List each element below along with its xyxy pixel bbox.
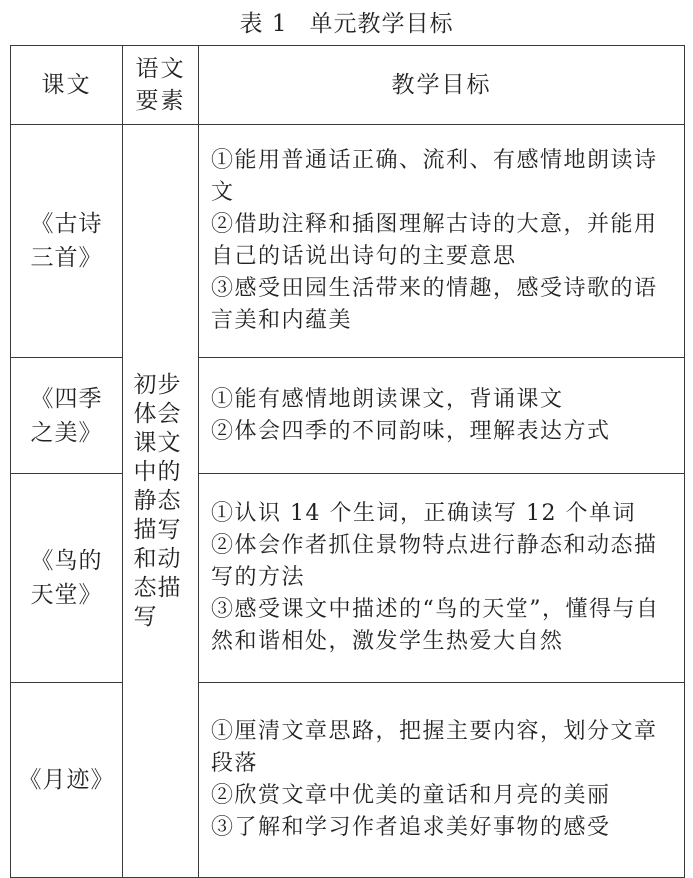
- language-element-text: 初步体会课文中的静态描写和动态描写: [133, 371, 182, 630]
- goals-cell: [199, 125, 685, 358]
- lesson-cell: [11, 125, 123, 358]
- lesson-title-line1: 《四季: [30, 385, 103, 412]
- goal-item: ②借助注释和插图理解古诗的大意，并能用自己的话说出诗句的主要意思: [211, 212, 658, 269]
- header-language-element: [123, 46, 199, 125]
- goals-cell: [199, 358, 685, 474]
- goal-item: ③感受课文中描述的“鸟的天堂”，懂得与自然和谐相处，激发学生热爱大自然: [211, 597, 660, 654]
- teaching-goals-table: [10, 45, 685, 878]
- table-header-row: [11, 46, 685, 125]
- language-element-cell: [123, 125, 199, 878]
- header-language-element-line2: 要素: [135, 88, 186, 114]
- goal-item: ①能有感情地朗读课文，背诵课文: [211, 386, 564, 412]
- lesson-title-line2: 三首》: [30, 245, 103, 271]
- table-number: 表 1: [239, 11, 288, 37]
- goal-item: ①能用普通话正确、流利、有感情地朗读诗文: [211, 148, 658, 205]
- goal-item: ③感受田园生活带来的情趣，感受诗歌的语言美和内蕴美: [211, 276, 658, 333]
- table-row: [11, 474, 685, 683]
- goal-item: ③了解和学习作者追求美好事物的感受: [211, 815, 611, 840]
- lesson-title-line2: 天堂》: [30, 582, 103, 608]
- lesson-cell: [11, 683, 123, 878]
- goal-item: ②欣赏文章中优美的童话和月亮的美丽: [211, 783, 611, 808]
- header-lesson: 课文: [11, 46, 123, 125]
- goals-cell: [199, 683, 685, 878]
- header-language-element-line1: 语文: [135, 56, 186, 82]
- lesson-title-line1: 《月迹》: [18, 767, 115, 793]
- table-row: [11, 683, 685, 878]
- lesson-cell: [11, 474, 123, 683]
- table-row: [11, 125, 685, 358]
- table-caption: [0, 10, 693, 38]
- lesson-title-line1: 《鸟的: [30, 548, 103, 574]
- table-title: 单元教学目标: [309, 11, 454, 37]
- goal-item: ①认识 14 个生词，正确读写 12 个单词: [211, 501, 636, 526]
- goal-item: ②体会四季的不同韵味，理解表达方式: [211, 418, 611, 444]
- goals-cell: [199, 474, 685, 683]
- goal-item: ②体会作者抓住景物特点进行静态和动态描写的方法: [211, 533, 658, 590]
- header-goals: 教学目标: [199, 46, 685, 125]
- table-row: [11, 358, 685, 474]
- goal-item: ①厘清文章思路，把握主要内容，划分文章段落: [211, 719, 658, 776]
- lesson-title-line1: 《古诗: [30, 211, 103, 237]
- lesson-cell: [11, 358, 123, 474]
- lesson-title-line2: 之美》: [30, 419, 103, 446]
